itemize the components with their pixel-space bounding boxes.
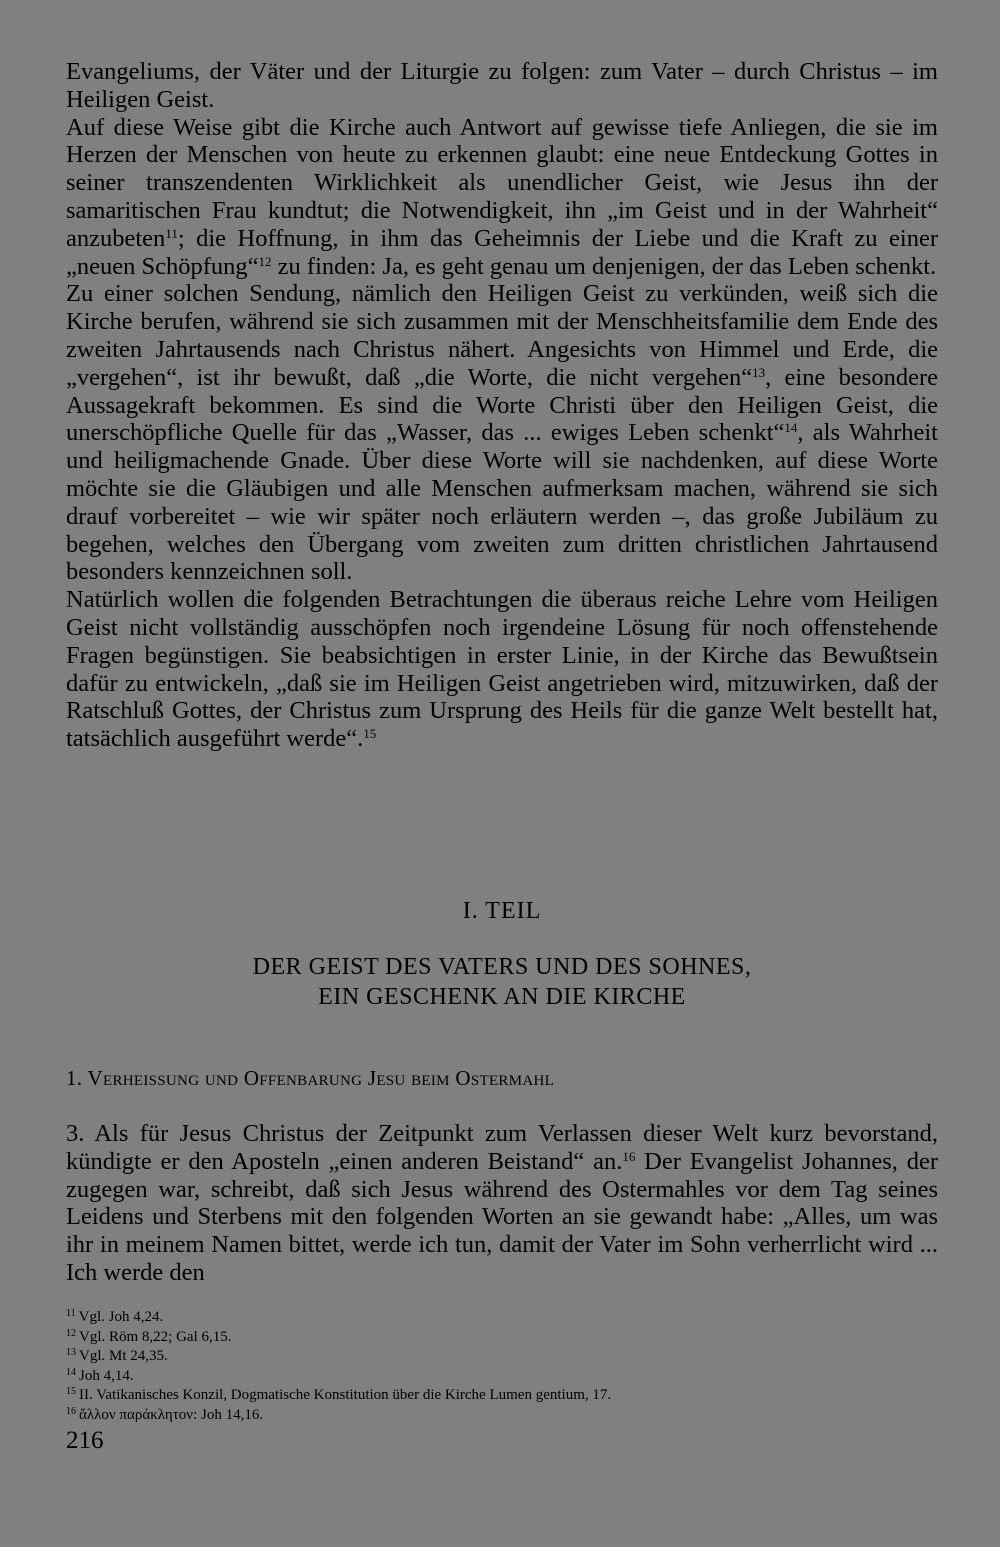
footnote-ref-12[interactable]: 12 xyxy=(258,253,272,269)
paragraph-2: Auf diese Weise gibt die Kirche auch Antwort auf gewisse tiefe Anliegen, die sie im Herzen der Menschen von heute zu erkennen glaubt: eine neue Entdeckung Gottes in seiner transzendenten Wirklichkeit als unendlicher Geist, wie Jesus ihn der samaritischen Frau kundtut; die Notwendigkeit, ihn „im Geist und in der Wahrheit“ anzubeten$^{11}$; die Hoffnung, in ihm das Geheimnis der Liebe und die Kraft zu einer „neuen Schöpfung“$^{12}$ zu finden: Ja, es geht genau um denjenigen, der das Leben schenkt. xyxy=(66,113,938,280)
part-title-line-1: DER GEIST DES VATERS UND DES SOHNES, xyxy=(252,954,752,980)
paragraph-section-3: 3. Als für Jesus Christus der Zeitpunkt zum Verlassen dieser Welt kurz bevorstand, kündigte er den Aposteln „einen anderen Beistand“ an.$^{16}$ Der Evangelist Johannes, der zugegen war, schreibt, daß sich Jesus während des Ostermahles vor dem Tag seines Leidens und Sterbens mit den folgenden Worten an sie gewandt habe: „Alles, um was ihr in meinem Namen bittet, werde ich tun, damit der Vater im Sohn verherrlicht wird ... Ich werde den xyxy=(66,1120,938,1286)
footnote-14: $^{14}$ Joh 4,14. xyxy=(66,1366,134,1384)
footnote-16: $^{16}$ ἄλλον παράκλητον: Joh 14,16. xyxy=(66,1405,264,1423)
footnote-ref-13[interactable]: 13 xyxy=(752,364,766,380)
section-3-text xyxy=(66,1120,938,1287)
footnote-15: $^{15}$ II. Vatikanisches Konzil, Dogmatische Konstitution über die Kirche Lumen gentium, 17. xyxy=(66,1386,612,1403)
footnote-13: $^{13}$ Vgl. Mt 24,35. xyxy=(66,1347,168,1364)
paragraph-1: Evangeliums, der Väter und der Liturgie zu folgen: zum Vater – durch Christus – im Heiligen Geist. xyxy=(66,58,938,113)
body-text xyxy=(66,58,938,753)
part-number: I. TEIL xyxy=(462,898,542,924)
footnote-ref-16[interactable]: 16 xyxy=(622,1148,636,1164)
paragraph-4: Natürlich wollen die folgenden Betrachtungen die überaus reiche Lehre vom Heiligen Geist nicht vollständig ausschöpfen noch irgendeine Lösung für noch offenstehende Fragen begünstigen. Sie beabsichtigen in erster Linie, in der Kirche das Bewußtsein dafür zu entwickeln, „daß sie im Heiligen Geist angetrieben wird, mitzuwirken, daß der Ratschluß Gottes, der Christus zum Ursprung des Heils für die ganze Welt bestellt hat, tatsächlich ausgeführt werde“.$^{15}$ xyxy=(66,586,938,753)
footnote-11: $^{11}$ Vgl. Joh 4,24. xyxy=(66,1308,164,1325)
part-title xyxy=(66,952,938,1012)
footnote-ref-11[interactable]: 11 xyxy=(165,225,178,241)
paragraph-3: Zu einer solchen Sendung, nämlich den Heiligen Geist zu verkünden, weiß sich die Kirche berufen, während sie sich zusammen mit der Menschheitsfamilie dem Ende des zweiten Jahrtausends nach Christus nähert. Angesichts von Himmel und Erde, die „vergehen“, ist ihr bewußt, daß „die Worte, die nicht vergehen“$^{13}$, eine besondere Aussagekraft bekommen. Es sind die Worte Christi über den Heiligen Geist, die unerschöpfliche Quelle für das „Wasser, das ... ewiges Leben schenkt“$^{14}$, als Wahrheit und heiligmachende Gnade. Über diese Worte will sie nachdenken, auf diese Worte möchte sie die Gläubigen und alle Menschen aufmerksam machen, während sie sich drauf vorbereitet – wie wir später noch erläutern werden –, das große Jubiläum zu begehen, welches den Übergang vom zweiten zum dritten christlichen Jahrtausend besonders kennzeichnen soll. xyxy=(66,280,938,586)
footnotes xyxy=(66,1308,938,1425)
page-number: 216 xyxy=(66,1427,104,1454)
footnote-12: $^{12}$ Vgl. Röm 8,22; Gal 6,15. xyxy=(66,1327,232,1345)
footnote-ref-14[interactable]: 14 xyxy=(784,420,798,436)
footnote-ref-15[interactable]: 15 xyxy=(363,726,377,742)
section-heading: 1. Verheissung und Offenbarung Jesu beim Ostermahl xyxy=(66,1066,555,1090)
part-title-line-2: EIN GESCHENK AN DIE KIRCHE xyxy=(318,984,686,1010)
